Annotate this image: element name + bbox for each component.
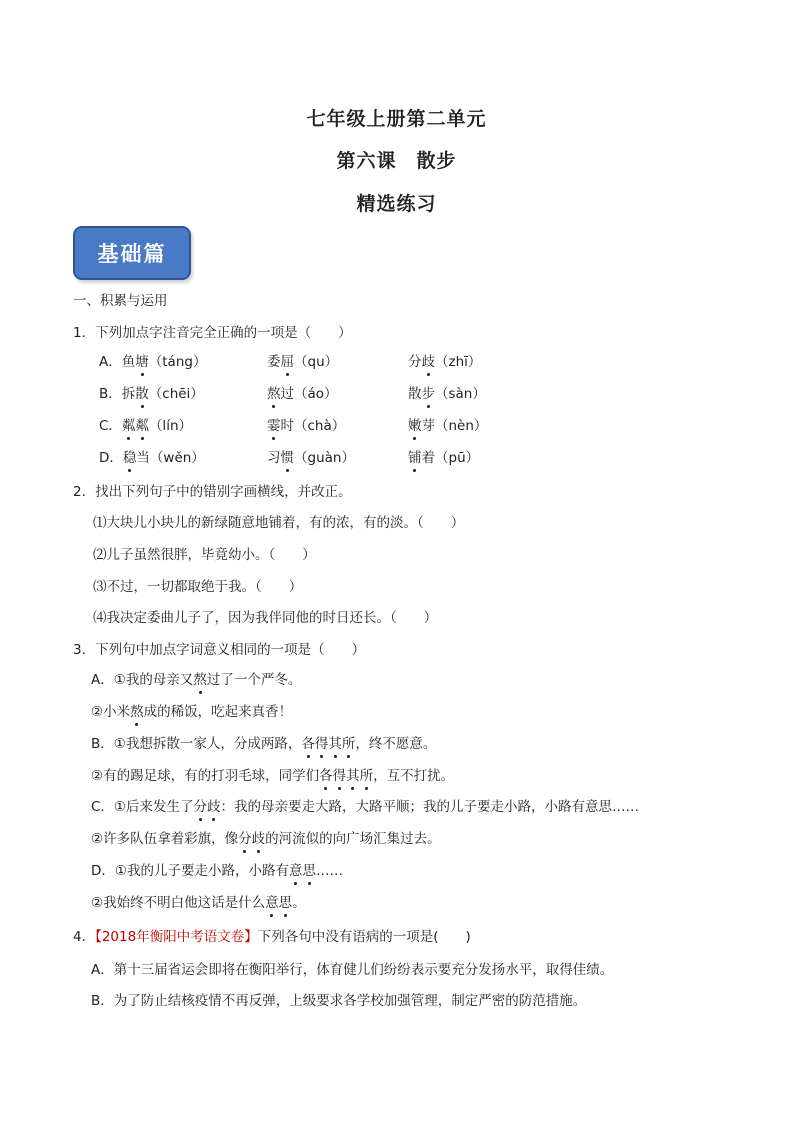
q3-option-b1: B．①我想拆散一家人，分成两路，各得其所，终不愿意。 xyxy=(91,736,437,752)
q3-option-a1: A．①我的母亲又熬过了一个严冬。 xyxy=(91,672,302,688)
dotted-char: 各 xyxy=(319,768,333,784)
dotted-char: 散 xyxy=(135,386,149,402)
question-2-stem: 2．找出下列句子中的错别字画横线，并改正。 xyxy=(73,484,352,500)
question-4-stem: 4．【2018年衡阳中考语文卷】下列各句中没有语病的一项是( ) xyxy=(73,929,471,945)
dotted-char: 步 xyxy=(421,386,435,402)
document-title: 七年级上册第二单元 xyxy=(306,108,487,130)
dotted-char: 各 xyxy=(301,736,315,752)
q1-option-a-word3: 分歧（zhī） xyxy=(408,354,482,370)
q2-sentence-4: ⑷我决定委曲儿子了，因为我伴同他的时日还长。（ ） xyxy=(93,610,438,626)
q2-sentence-1: ⑴大块儿小块儿的新绿随意地铺着，有的浓，有的淡。（ ） xyxy=(93,515,465,531)
lesson-title: 第六课 散步 xyxy=(336,150,457,172)
dotted-char: 思 xyxy=(278,895,293,911)
dotted-char: 铺 xyxy=(408,450,422,466)
exam-source-tag: 【2018年衡阳中考语文卷】 xyxy=(95,929,258,945)
q3-option-d2: ②我始终不明白他这话是什么意思。 xyxy=(91,895,306,911)
q4-option-b: B．为了防止结核疫情不再反弹，上级要求各学校加强管理，制定严密的防范措施。 xyxy=(91,993,587,1009)
dotted-char: 其 xyxy=(328,736,342,752)
dotted-char: 分 xyxy=(193,799,208,815)
q1-option-c: C．粼粼（lín） xyxy=(99,418,192,434)
dotted-char: 歧 xyxy=(421,354,435,370)
question-1-stem: 1．下列加点字注音完全正确的一项是（ ） xyxy=(73,325,352,341)
q1-option-d-word3: 铺着（pū） xyxy=(408,450,480,466)
section-heading: 一、积累与运用 xyxy=(73,293,168,309)
q1-option-d-word2: 习惯（guàn） xyxy=(267,450,355,466)
dotted-char: 歧 xyxy=(207,799,221,815)
q3-option-c2: ②许多队伍拿着彩旗，像分歧的河流似的向广场汇集过去。 xyxy=(91,831,441,847)
dotted-char: 熬 xyxy=(130,704,144,720)
dotted-char: 熬 xyxy=(267,386,281,402)
dotted-char: 思 xyxy=(302,863,316,879)
q1-option-b: B．拆散（chēi） xyxy=(99,386,204,402)
q1-option-b-word3: 散步（sàn） xyxy=(408,386,486,402)
q3-option-a2: ②小米熬成的稀饭，吃起来真香！ xyxy=(91,704,293,720)
dotted-char: 粼 xyxy=(135,418,149,434)
dotted-char: 塘 xyxy=(135,354,149,370)
dotted-char: 熬 xyxy=(193,672,207,688)
exercise-title: 精选练习 xyxy=(356,193,437,215)
q1-option-c-word3: 嫩芽（nèn） xyxy=(408,418,488,434)
q2-sentence-2: ⑵儿子虽然很胖，毕竟幼小。（ ） xyxy=(93,547,316,563)
question-3-stem: 3．下列句中加点字词意义相同的一项是（ ） xyxy=(73,642,366,658)
q1-option-c-word2: 霎时（chà） xyxy=(267,418,346,434)
dotted-char: 其 xyxy=(346,768,360,784)
q1-option-a-word2: 委屈（qu） xyxy=(267,354,339,370)
q3-option-c1: C．①后来发生了分歧：我的母亲要走大路，大路平顺；我的儿子要走小路，小路有意思…… xyxy=(91,799,640,815)
q1-option-a: A．鱼塘（táng） xyxy=(99,354,207,370)
dotted-char: 所 xyxy=(359,768,374,784)
dotted-char: 霎 xyxy=(267,418,281,434)
section-badge: 基础篇 xyxy=(73,226,191,280)
dotted-char: 粼 xyxy=(121,418,136,434)
dotted-char: 稳 xyxy=(122,450,137,466)
dotted-char: 嫩 xyxy=(408,418,422,434)
q3-option-d1: D．①我的儿子要走小路，小路有意思…… xyxy=(91,863,343,879)
q4-option-a: A．第十三届省运会即将在衡阳举行，体育健儿们纷纷表示要充分发扬水平，取得佳绩。 xyxy=(91,962,614,978)
dotted-char: 分 xyxy=(238,831,252,847)
q3-option-b2: ②有的踢足球，有的打羽毛球，同学们各得其所，互不打扰。 xyxy=(91,768,455,784)
q2-sentence-3: ⑶不过，一切都取绝于我。（ ） xyxy=(93,579,303,595)
dotted-char: 屈 xyxy=(280,354,294,370)
dotted-char: 惯 xyxy=(280,450,294,466)
dotted-char: 意 xyxy=(265,895,279,911)
dotted-char: 得 xyxy=(314,736,329,752)
q1-option-d: D．稳当（wěn） xyxy=(99,450,205,466)
dotted-char: 歧 xyxy=(251,831,266,847)
dotted-char: 意 xyxy=(289,863,303,879)
q1-option-b-word2: 熬过（áo） xyxy=(267,386,338,402)
dotted-char: 得 xyxy=(332,768,347,784)
dotted-char: 所 xyxy=(341,736,356,752)
